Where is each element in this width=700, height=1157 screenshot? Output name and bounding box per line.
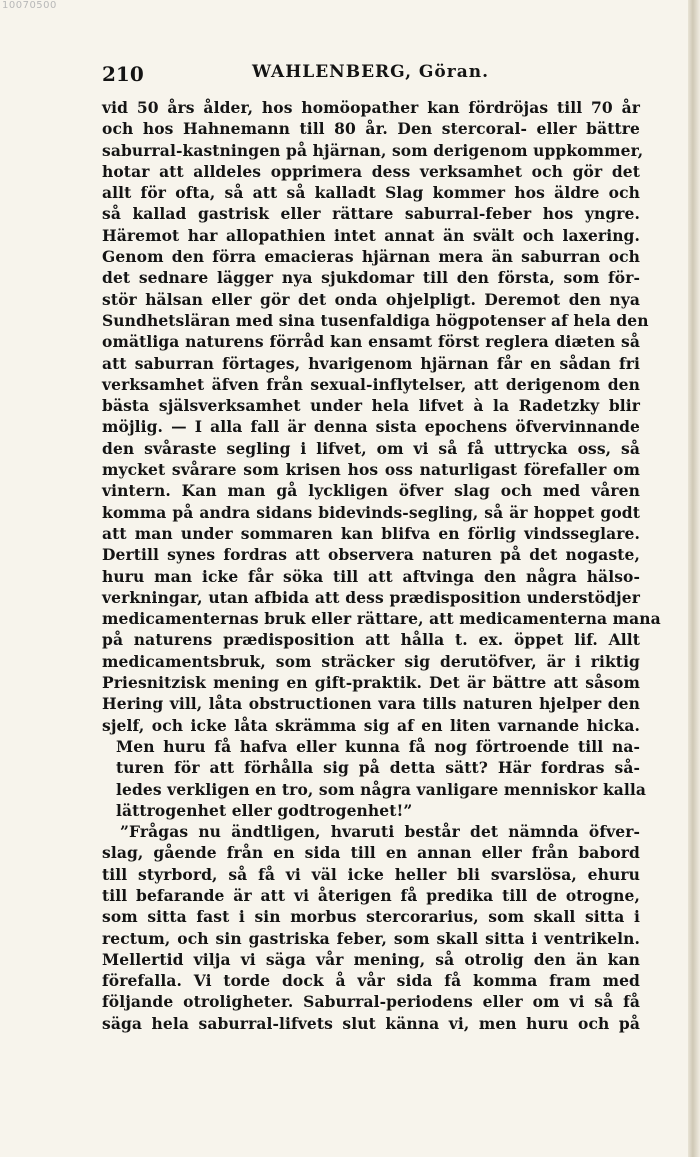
text-line: lättrogenhet eller godtrogenhet!”: [116, 800, 413, 820]
text-line: slag, gående från en sida till en annan eller från babord: [102, 843, 640, 863]
text-line: till styrbord, så få vi väl icke heller bli svarslösa, ehuru: [102, 864, 640, 884]
text-line: ”Frågas nu ändtligen, hvaruti består det nämnda öfver-: [120, 822, 640, 842]
text-line: som sitta fast i sin morbus stercorarius, som skall sitta i: [102, 907, 640, 927]
body-text: [102, 97, 661, 1034]
text-line: saburral-kastningen på hjärnan, som derigenom uppkommer,: [102, 140, 644, 160]
text-line: vid 50 års ålder, hos homöopather kan fördröjas till 70 år: [102, 98, 640, 117]
text-line: Genom den förra emacieras hjärnan mera än saburran och: [102, 247, 640, 267]
text-line: att saburran förtages, hvarigenom hjärnan får en sådan fri: [102, 353, 640, 373]
text-line: bästa själsverksamhet under hela lifvet à la Radetzky blir: [102, 396, 640, 416]
text-line: det sednare lägger nya sjukdomar till den första, som för-: [102, 268, 640, 288]
text-line: att man under sommaren kan blifva en förlig vindsseglare.: [102, 523, 640, 543]
text-line: den svåraste segling i lifvet, om vi så få uttrycka oss, så: [102, 438, 640, 458]
text-line: förefalla. Vi torde dock å vår sida få komma fram med: [102, 971, 640, 991]
text-line: Sundhetsläran med sina tusenfaldiga högpotenser af hela den: [102, 310, 649, 330]
text-line: omätliga naturens förråd kan ensamt först reglera diæten så: [102, 332, 640, 352]
scan-id: 10070500: [2, 0, 57, 11]
text-line: till befarande är att vi återigen få predika till de otrogne,: [102, 885, 640, 905]
text-line: på naturens prædisposition att hålla t. ex. öppet lif. Allt: [102, 630, 640, 650]
text-line: rectum, och sin gastriska feber, som skall sitta i ventrikeln.: [102, 928, 640, 948]
text-line: så kallad gastrisk eller rättare saburral-feber hos yngre.: [102, 204, 640, 224]
text-line: möjlig. — I alla fall är denna sista epochens öfvervinnande: [102, 417, 640, 437]
text-line: turen för att förhålla sig på detta sätt? Här fordras så-: [116, 758, 640, 778]
text-line: och hos Hahnemann till 80 år. Den stercoral- eller bättre: [102, 119, 640, 139]
text-line: följande otroligheter. Saburral-periodens eller om vi så få: [102, 992, 640, 1012]
text-line: hotar att alldeles opprimera dess verksamhet och gör det: [102, 161, 640, 181]
text-line: verksamhet äfven från sexual-inflytelser, att derigenom den: [102, 374, 640, 394]
text-line: stör hälsan eller gör det onda ohjelpligt. Deremot den nya: [102, 289, 640, 309]
text-line: allt för ofta, så att så kalladt Slag kommer hos äldre och: [102, 183, 640, 203]
text-line: Men huru få hafva eller kunna få nog förtroende till na-: [116, 736, 640, 756]
text-line: huru man icke får söka till att aftvinga den några hälso-: [102, 566, 640, 586]
text-line: Mellertid vilja vi säga vår mening, så otrolig den än kan: [102, 949, 640, 969]
text-line: säga hela saburral-lifvets slut känna vi, men huru och på: [102, 1013, 640, 1033]
text-line: medicamentsbruk, som sträcker sig derutöfver, är i riktig: [102, 651, 640, 671]
text-line: Priesnitzisk mening en gift-praktik. Det är bättre att såsom: [102, 673, 640, 693]
page-edge: [688, 0, 700, 1157]
text-line: medicamenternas bruk eller rättare, att medicamenterna mana: [102, 609, 661, 629]
text-line: vintern. Kan man gå lyckligen öfver slag och med våren: [102, 481, 640, 501]
text-line: Häremot har allopathien intet annat än svält och laxering.: [102, 225, 640, 245]
page-number: 210: [102, 62, 144, 86]
page-header: [102, 62, 642, 88]
text-line: mycket svårare som krisen hos oss naturligast förefaller om: [102, 460, 640, 480]
text-line: sjelf, och icke låta skrämma sig af en liten varnande hicka.: [102, 715, 640, 735]
text-line: Dertill synes fordras att observera naturen på det nogaste,: [102, 545, 640, 565]
text-line: Hering vill, låta obstructionen vara tills naturen hjelper den: [102, 694, 640, 714]
running-head: WAHLENBERG, Göran.: [252, 62, 490, 82]
text-line: ledes verkligen en tro, som några vanligare menniskor kalla: [116, 779, 647, 799]
text-line: komma på andra sidans bidevinds-segling, så är hoppet godt: [102, 502, 640, 522]
text-line: verkningar, utan afbida att dess prædisposition understödjer: [102, 587, 640, 607]
